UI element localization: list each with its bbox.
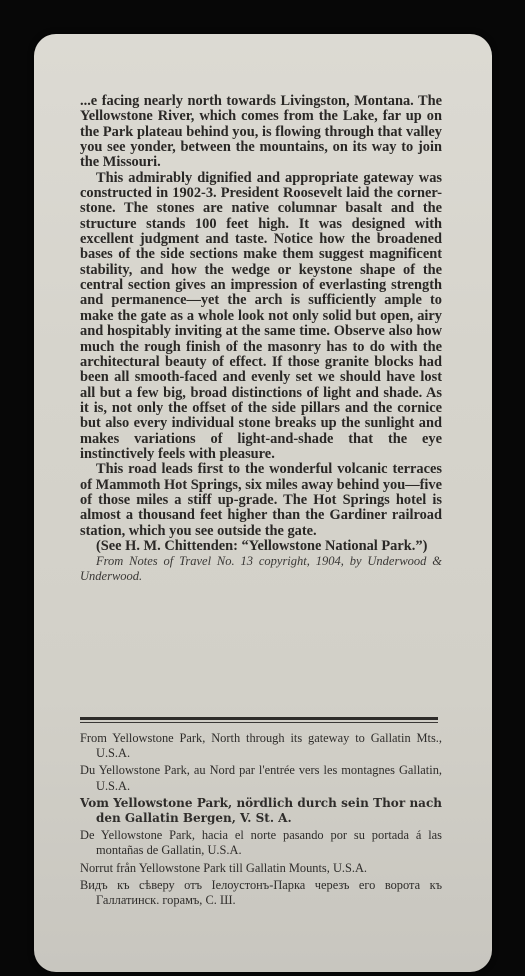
caption-english: From Yellowstone Park, North through its gateway to Gallatin Mts., U.S.A. — [80, 731, 442, 761]
paragraph-3: This road leads first to the wonderful volcanic terraces of Mammoth Hot Springs, six miles away behind you—five of those miles a stiff up-grade. The Hot Springs hotel is almost a thousand feet higher than the Gardiner railroad station, which you see outside the gate. — [80, 461, 442, 539]
divider-thick — [80, 717, 438, 720]
caption-swedish: Norrut från Yellowstone Park till Gallatin Mounts, U.S.A. — [80, 860, 368, 875]
caption-russian: Видъ къ сѣверу отъ Іелоустонъ-Парка черезъ его ворота къ Галлатинск. горамъ, С. Ш. — [80, 877, 442, 908]
translations-block — [80, 731, 442, 910]
copyright-credit: From Notes of Travel No. 13 copyright, 1904, by Underwood & Underwood. — [80, 554, 442, 584]
reference-note: (See H. M. Chittenden: “Yellowstone National Park.”) — [96, 537, 428, 554]
divider-thin — [80, 722, 438, 723]
caption-german: Vom Yellowstone Park, nördlich durch sein Thor nach den Gallatin Bergen, V. St. A. — [80, 795, 442, 826]
paragraph-1: ...e facing nearly north towards Livingston, Montana. The Yellowstone River, which comes from the Lake, far up on the Park plateau behind you, is flowing through that valley you see yonder, between the mountains, on its way to join the Missouri. — [80, 93, 442, 171]
caption-french: Du Yellowstone Park, au Nord par l'entrée vers les montagnes Gallatin, U.S.A. — [80, 763, 442, 793]
description-text — [80, 94, 442, 584]
caption-spanish: De Yellowstone Park, hacia el norte pasando por su portada á las montañas de Gallatin, U.S.A. — [80, 828, 442, 858]
paragraph-2: This admirably dignified and appropriate gateway was constructed in 1902-3. President Roosevelt laid the corner-stone. The stones are native columnar basalt and the structure stands 100 feet high. It was designed with excellent judgment and taste. Notice how the broadened bases of the side sections make them suggest magnificent stability, and how the wedge or keystone shape of the central section gives an impression of everlasting strength and permanence—yet the arch is sufficiently ample to make the gate as a whole look not only solid but open, airy and hospitably inviting at the same time. Observe also how much the rough finish of the masonry has to do with the architectural beauty of effect. If those granite blocks had been all smooth-faced and evenly set we should have lost all but a few big, broad distinctions of light and shade. As it is, not only the offset of the side pillars and the cornice but also every individual stone breaks up the sunlight and makes variations of light-and-shade that the eye instinctively feels with pleasure. — [80, 169, 442, 462]
